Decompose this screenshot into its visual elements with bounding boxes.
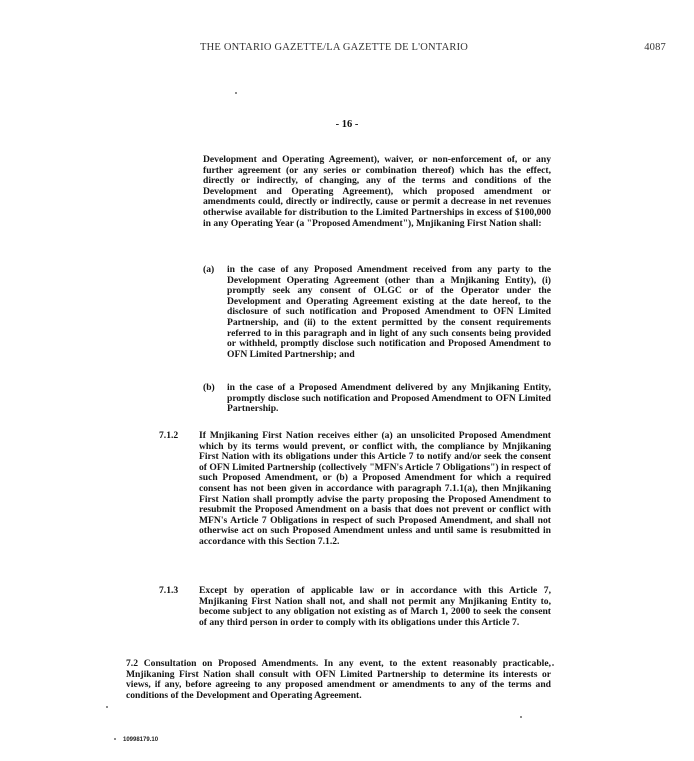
section-7-1-2-text: If Mnjikaning First Nation receives either (a) an unsolicited Proposed Amendment which by its terms would prevent, or conflict with, the compliance by Mnjikaning First Nation with its obligations under this Article 7 to notify and/or seek the consent of OFN Limited Partnership (collectively "MFN's Article 7 Obligations") in respect of such Proposed Amendment, or (b) a Proposed Amendment for which a required consent has not been given in accordance with paragraph 7.1.1(a), then Mnjikaning First Nation shall promptly advise the party proposing the Proposed Amendment to resubmit the Proposed Amendment on a basis that does not prevent or conflict with MFN's Article 7 Obligations in respect of such Proposed Amendment, and shall not otherwise act on such Proposed Amendment unless and until same is resubmitted in accordance with this Section 7.1.2. — [199, 430, 551, 547]
item-a-text: in the case of any Proposed Amendment received from any party to the Development Operating Agreement (other than a Mnjikaning Entity), (i) promptly seek any consent of OLGC or of the Operator under the Development and Operating Agreement existing at the date hereof, to the disclosure of such notification and Proposed Amendment to OFN Limited Partnership, and (ii) to the extent permitted by the consent requirements referred to in this paragraph and in light of any such consents being provided or withheld, promptly disclose such notification and Proposed Amendment to OFN Limited Partnership; and — [227, 264, 551, 360]
gazette-header-title: THE ONTARIO GAZETTE/LA GAZETTE DE L'ONTARIO — [200, 42, 469, 53]
section-7-2 — [126, 659, 551, 701]
scan-speck — [552, 664, 554, 666]
scan-speck — [235, 92, 237, 94]
section-7-2-text: In any event, to the extent reasonably practicable, Mnjikaning First Nation shall consult with OFN Limited Partnership to determine its interests or views, if any, before agreeing to any proposed amendment or amendments to any of the terms and conditions of the Development and Operating Agreement. — [126, 658, 551, 701]
intro-paragraph: Development and Operating Agreement), waiver, or non-enforcement of, or any further agreement (or any series or combination thereof) which has the effect, directly or indirectly, of changing, any of the terms and conditions of the Development and Operating Agreement), which proposed amendment or amendments could, directly or indirectly, cause or permit a decrease in net revenues otherwise available for distribution to the Limited Partnerships in excess of $100,000 in any Operating Year (a "Proposed Amendment"), Mnjikaning First Nation shall: — [203, 154, 551, 229]
section-7-2-heading: 7.2 Consultation on Proposed Amendments. — [126, 658, 319, 669]
scan-speck — [106, 706, 108, 708]
section-7-1-2-label: 7.1.2 — [159, 430, 179, 441]
item-b-label: (b) — [203, 382, 215, 393]
inner-page-number: - 16 - — [335, 119, 359, 130]
item-b-text: in the case of a Proposed Amendment delivered by any Mnjikaning Entity, promptly disclose such notification and Proposed Amendment to OFN Limited Partnership. — [227, 382, 551, 415]
section-7-1-3-text: Except by operation of applicable law or in accordance with this Article 7, Mnjikaning First Nation shall not, and shall not permit any Mnjikaning Entity to, become subject to any obligation not existing as of March 1, 2000 to seek the consent of any third person in order to comply with its obligations under this Article 7. — [199, 585, 551, 628]
item-a-label: (a) — [203, 264, 215, 275]
gazette-page-number: 4087 — [644, 42, 666, 53]
document-footer-code: 10998179.10 — [123, 737, 159, 743]
scan-speck — [520, 716, 522, 718]
scan-speck — [114, 738, 116, 740]
section-7-1-3-label: 7.1.3 — [159, 585, 179, 596]
